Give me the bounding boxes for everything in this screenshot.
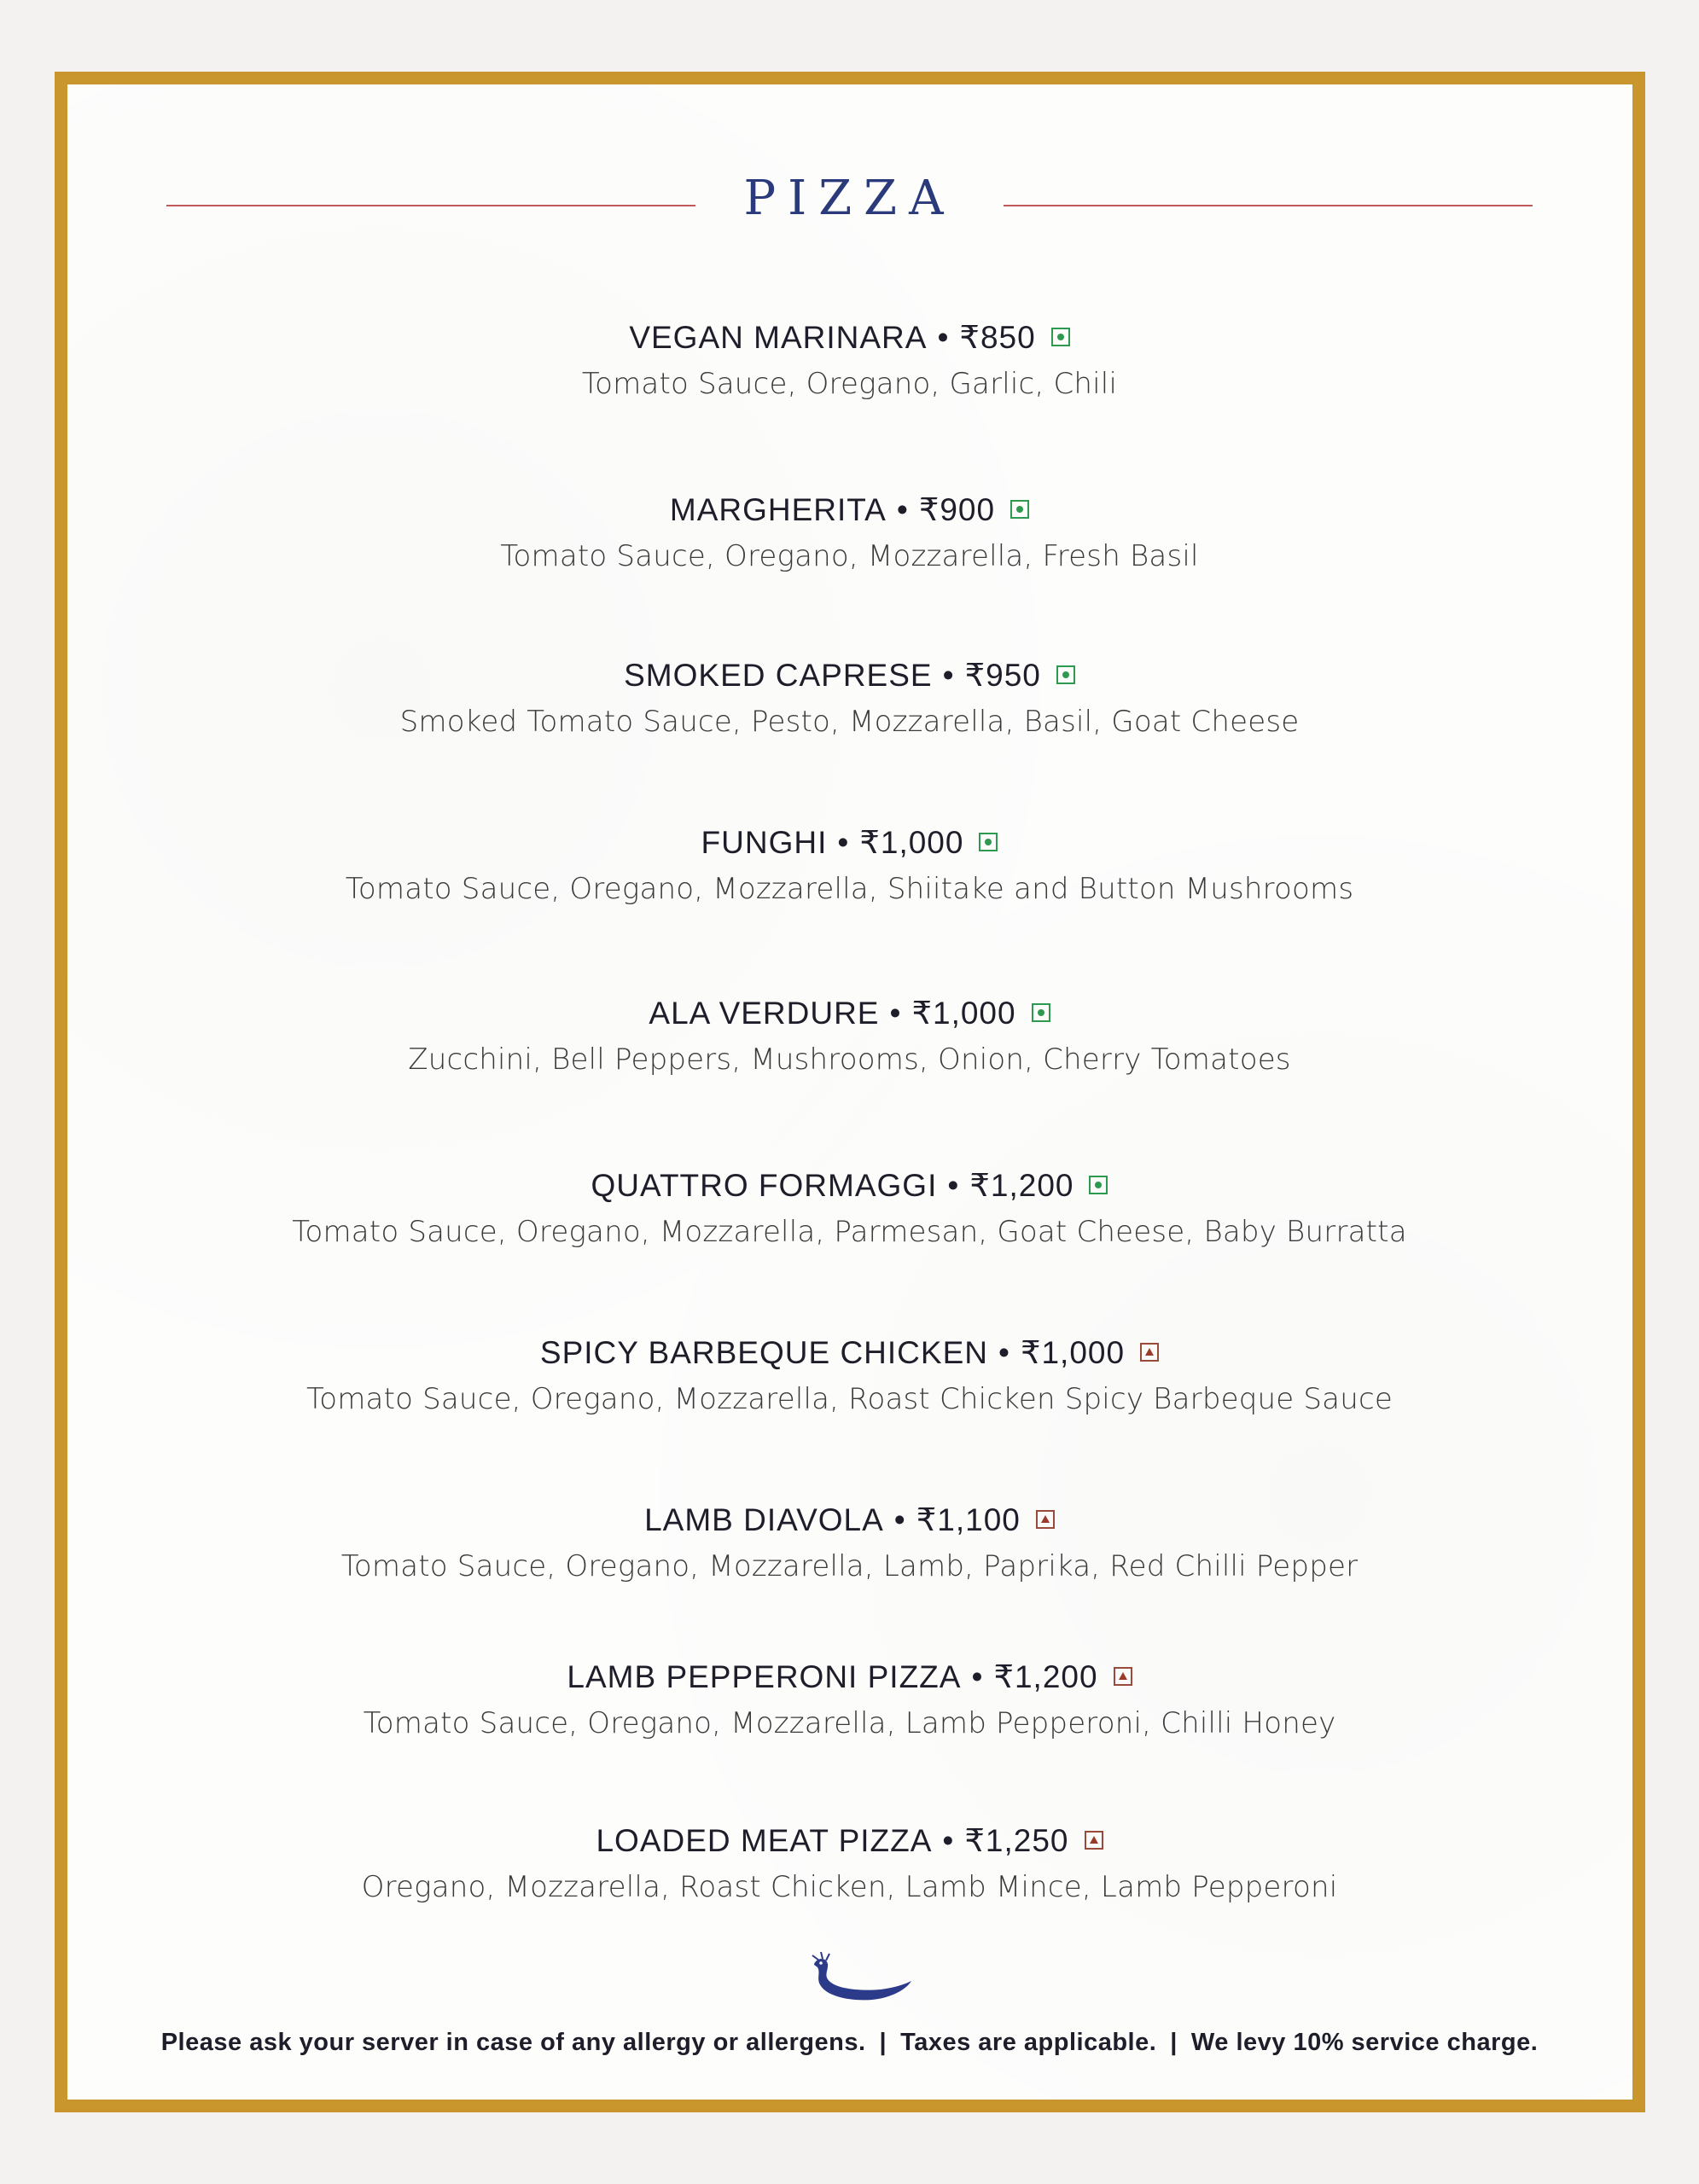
menu-item bbox=[0, 319, 1699, 403]
separator: • bbox=[971, 1659, 984, 1694]
non-veg-icon bbox=[1085, 1831, 1103, 1850]
item-heading bbox=[0, 1167, 1699, 1205]
taxes-note: Taxes are applicable. bbox=[900, 2029, 1157, 2056]
item-heading bbox=[0, 657, 1699, 694]
item-heading bbox=[0, 1658, 1699, 1696]
veg-icon bbox=[1056, 665, 1075, 684]
item-description: Tomato Sauce, Oregano, Mozzarella, Lamb, Paprika, Red Chilli Pepper bbox=[340, 1549, 1359, 1583]
allergy-note: Please ask your server in case of any allergy or allergens. bbox=[160, 2029, 866, 2056]
separator: • bbox=[942, 658, 955, 693]
non-veg-icon bbox=[1140, 1343, 1159, 1362]
non-veg-icon bbox=[1114, 1667, 1132, 1686]
menu-item bbox=[0, 995, 1699, 1078]
footer-divider: | bbox=[879, 2029, 887, 2056]
item-name: ALA VERDURE bbox=[649, 996, 880, 1031]
item-description: Zucchini, Bell Peppers, Mushrooms, Onion, Cherry Tomatoes bbox=[408, 1043, 1291, 1077]
item-description: Tomato Sauce, Oregano, Mozzarella, Fresh Basil bbox=[500, 539, 1199, 573]
separator: • bbox=[896, 492, 909, 527]
item-name: VEGAN MARINARA bbox=[629, 320, 928, 355]
separator: • bbox=[837, 825, 850, 860]
menu-item bbox=[0, 1822, 1699, 1906]
item-description: Smoked Tomato Sauce, Pesto, Mozzarella, Basil, Goat Cheese bbox=[399, 705, 1300, 739]
item-description: Tomato Sauce, Oregano, Mozzarella, Shiitake and Button Mushrooms bbox=[345, 872, 1354, 906]
menu-item bbox=[0, 824, 1699, 908]
separator: • bbox=[889, 996, 902, 1031]
item-name: SPICY BARBEQUE CHICKEN bbox=[539, 1335, 988, 1370]
item-name: QUATTRO FORMAGGI bbox=[591, 1168, 938, 1203]
item-price: ₹1,200 bbox=[993, 1659, 1098, 1694]
item-name: SMOKED CAPRESE bbox=[624, 658, 933, 693]
item-heading bbox=[0, 1334, 1699, 1372]
item-price: ₹1,200 bbox=[969, 1168, 1074, 1203]
item-description: Tomato Sauce, Oregano, Mozzarella, Lamb Pepperoni, Chilli Honey bbox=[363, 1706, 1336, 1740]
separator: • bbox=[937, 320, 950, 355]
menu-title: PIZZA bbox=[743, 171, 956, 226]
item-price: ₹1,000 bbox=[1020, 1335, 1126, 1370]
item-description: Tomato Sauce, Oregano, Garlic, Chili bbox=[581, 367, 1118, 401]
service-charge-note: We levy 10% service charge. bbox=[1190, 2029, 1539, 2056]
separator: • bbox=[998, 1335, 1010, 1370]
peacock-logo-icon bbox=[802, 1952, 915, 2007]
item-heading bbox=[0, 824, 1699, 862]
menu-item bbox=[0, 1658, 1699, 1742]
item-name: LOADED MEAT PIZZA bbox=[596, 1823, 933, 1858]
item-heading bbox=[0, 1502, 1699, 1539]
item-price: ₹1,250 bbox=[964, 1823, 1069, 1858]
menu-item bbox=[0, 657, 1699, 741]
item-price: ₹1,000 bbox=[859, 825, 964, 860]
footer-divider: | bbox=[1170, 2029, 1178, 2056]
menu-item bbox=[0, 1167, 1699, 1251]
item-description: Oregano, Mozzarella, Roast Chicken, Lamb Mince, Lamb Pepperoni bbox=[361, 1870, 1338, 1904]
item-heading bbox=[0, 319, 1699, 357]
item-name: LAMB DIAVOLA bbox=[644, 1502, 884, 1537]
veg-icon bbox=[1010, 500, 1029, 519]
item-description: Tomato Sauce, Oregano, Mozzarella, Roast Chicken Spicy Barbeque Sauce bbox=[306, 1382, 1393, 1416]
veg-icon bbox=[1032, 1003, 1050, 1022]
item-name: LAMB PEPPERONI PIZZA bbox=[567, 1659, 962, 1694]
item-heading bbox=[0, 1822, 1699, 1860]
menu-item bbox=[0, 1334, 1699, 1418]
item-name: MARGHERITA bbox=[669, 492, 887, 527]
item-name: FUNGHI bbox=[701, 825, 828, 860]
item-price: ₹850 bbox=[959, 320, 1036, 355]
veg-icon bbox=[1089, 1176, 1108, 1194]
item-description: Tomato Sauce, Oregano, Mozzarella, Parmesan, Goat Cheese, Baby Burratta bbox=[292, 1215, 1407, 1249]
item-heading bbox=[0, 491, 1699, 529]
separator: • bbox=[893, 1502, 906, 1537]
footer-note bbox=[0, 2029, 1699, 2057]
separator: • bbox=[942, 1823, 955, 1858]
item-price: ₹1,000 bbox=[911, 996, 1016, 1031]
item-price: ₹950 bbox=[964, 658, 1041, 693]
veg-icon bbox=[1051, 328, 1070, 346]
item-price: ₹900 bbox=[918, 492, 996, 527]
separator: • bbox=[947, 1168, 960, 1203]
veg-icon bbox=[979, 833, 998, 851]
non-veg-icon bbox=[1036, 1510, 1055, 1529]
item-price: ₹1,100 bbox=[916, 1502, 1021, 1537]
menu-item bbox=[0, 1502, 1699, 1585]
item-heading bbox=[0, 995, 1699, 1032]
menu-item bbox=[0, 491, 1699, 575]
